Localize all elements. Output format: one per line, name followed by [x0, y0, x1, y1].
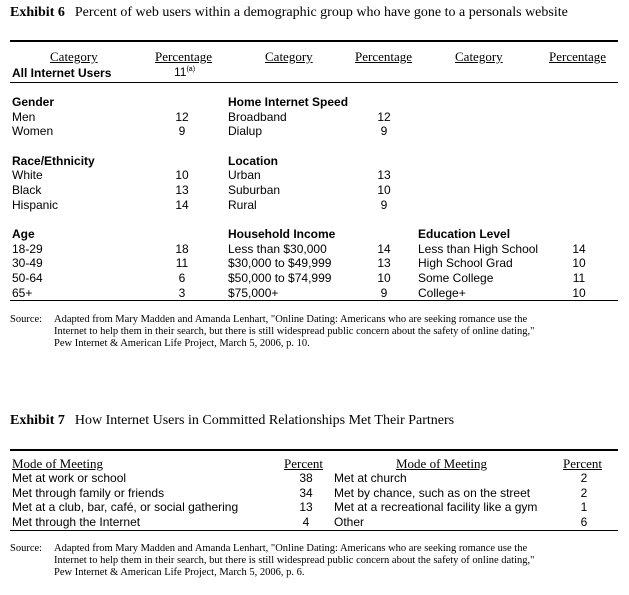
- mode-church-label: Met at church: [334, 471, 407, 485]
- exhibit-6-top-rule: [10, 40, 618, 42]
- education-college-plus-value: 10: [572, 286, 586, 300]
- mode-other-value: 6: [580, 515, 588, 529]
- exhibit-7-title: [10, 413, 454, 429]
- home-speed-dialup-value: 9: [380, 124, 388, 138]
- exhibit-7-title-text: How Internet Users in Committed Relationships Met Their Partners: [74, 413, 455, 428]
- race-white-value: 10: [175, 168, 189, 182]
- mode-church-value: 2: [580, 471, 588, 485]
- education-hs-grad-value: 10: [572, 256, 586, 270]
- mode-work-school-value: 38: [299, 471, 313, 485]
- mode-club-bar-label: Met at a club, bar, café, or social gathering: [12, 500, 239, 514]
- exhibit-6-title: [10, 5, 568, 21]
- race-black-label: Black: [12, 183, 42, 197]
- exhibit-7-bottom-rule: [10, 530, 618, 531]
- education-some-college-label: Some College: [418, 271, 494, 285]
- exhibit-7-source-line-1: Adapted from Mary Madden and Amanda Lenhart, "Online Dating: Americans who are seeking romance use the: [54, 543, 528, 554]
- home-speed-broadband-label: Broadband: [228, 110, 287, 124]
- header-percentage-1: Percentage: [155, 49, 213, 64]
- location-rural-label: Rural: [228, 198, 257, 212]
- mode-work-school-label: Met at work or school: [12, 471, 127, 485]
- header-mode-1: Mode of Meeting: [12, 456, 103, 471]
- mode-internet-value: 4: [302, 515, 310, 529]
- header-percentage-2: Percentage: [355, 49, 413, 64]
- mode-chance-value: 2: [580, 486, 588, 500]
- home-speed-heading: Home Internet Speed: [228, 95, 349, 109]
- home-speed-dialup-label: Dialup: [228, 124, 263, 138]
- all-users-rule: [10, 82, 618, 83]
- all-users-value: 11$^{(a)}$: [174, 65, 196, 79]
- age-50-64-label: 50-64: [12, 271, 43, 285]
- race-black-value: 13: [175, 183, 189, 197]
- exhibit-7-top-rule: [10, 449, 618, 451]
- gender-heading: Gender: [12, 95, 55, 109]
- header-category-3: Category: [455, 49, 503, 64]
- gender-men-value: 12: [175, 110, 189, 124]
- mode-gym-label: Met at a recreational facility like a gym: [334, 500, 538, 514]
- gender-women-label: Women: [12, 124, 54, 138]
- age-50-64-value: 6: [178, 271, 186, 285]
- mode-family-friends-value: 34: [299, 486, 313, 500]
- income-30k-50k-label: $30,000 to $49,999: [228, 256, 332, 270]
- education-hs-grad-label: High School Grad: [418, 256, 513, 270]
- header-percent-2: Percent: [563, 456, 602, 471]
- header-percent-1: Percent: [284, 456, 323, 471]
- exhibit-7-source-line-3: Pew Internet & American Life Project, March 5, 2006, p. 6.: [54, 567, 305, 578]
- exhibit-6-source-label: Source:: [10, 314, 43, 325]
- header-category-1: Category: [50, 49, 98, 64]
- home-speed-broadband-value: 12: [377, 110, 391, 124]
- location-suburban-label: Suburban: [228, 183, 281, 197]
- income-30k-50k-value: 13: [377, 256, 391, 270]
- mode-club-bar-value: 13: [299, 500, 313, 514]
- mode-gym-value: 1: [580, 500, 588, 514]
- header-percentage-3: Percentage: [549, 49, 607, 64]
- header-category-2: Category: [265, 49, 313, 64]
- education-some-college-value: 11: [572, 271, 586, 285]
- race-hispanic-value: 14: [175, 198, 189, 212]
- income-heading: Household Income: [228, 227, 336, 241]
- exhibit-6-source-line-1: Adapted from Mary Madden and Amanda Lenhart, "Online Dating: Americans who are seeking romance use the: [54, 314, 528, 325]
- exhibit-7-label: Exhibit 7: [10, 413, 65, 428]
- exhibit-6-bottom-rule: [10, 300, 618, 301]
- age-heading: Age: [12, 227, 35, 241]
- education-less-hs-value: 14: [572, 242, 586, 256]
- all-users-label: All Internet Users: [12, 66, 112, 80]
- education-heading: Education Level: [418, 227, 511, 241]
- location-heading: Location: [228, 154, 278, 168]
- age-30-49-value: 11: [175, 256, 189, 270]
- mode-family-friends-label: Met through family or friends: [12, 486, 165, 500]
- exhibit-6-source-line-3: Pew Internet & American Life Project, March 5, 2006, p. 10.: [54, 338, 310, 349]
- race-heading: Race/Ethnicity: [12, 154, 95, 168]
- income-under-30k-value: 14: [377, 242, 391, 256]
- education-less-hs-label: Less than High School: [418, 242, 539, 256]
- all-users-note: (a): [186, 66, 196, 73]
- location-rural-value: 9: [380, 198, 388, 212]
- race-hispanic-label: Hispanic: [12, 198, 59, 212]
- gender-men-label: Men: [12, 110, 36, 124]
- income-75k-plus-value: 9: [380, 286, 388, 300]
- age-65-plus-value: 3: [178, 286, 186, 300]
- location-urban-label: Urban: [228, 168, 261, 182]
- race-white-label: White: [12, 168, 43, 182]
- location-suburban-value: 10: [377, 183, 391, 197]
- exhibit-6-source-line-2: Internet to help them in their search, but there is still widespread public concern about the safety of online dating,": [54, 326, 535, 337]
- age-18-29-label: 18-29: [12, 242, 43, 256]
- exhibit-7-source-label: Source:: [10, 543, 43, 554]
- income-under-30k-label: Less than $30,000: [228, 242, 327, 256]
- mode-chance-label: Met by chance, such as on the street: [334, 486, 531, 500]
- exhibit-6-title-text: Percent of web users within a demographic group who have gone to a personals website: [74, 5, 568, 20]
- mode-internet-label: Met through the Internet: [12, 515, 141, 529]
- gender-women-value: 9: [178, 124, 186, 138]
- exhibit-7-source-line-2: Internet to help them in their search, but there is still widespread public concern about the safety of online dating,": [54, 555, 535, 566]
- age-18-29-value: 18: [175, 242, 189, 256]
- age-65-plus-label: 65+: [12, 286, 33, 300]
- location-urban-value: 13: [377, 168, 391, 182]
- header-mode-2: Mode of Meeting: [396, 456, 487, 471]
- education-college-plus-label: College+: [418, 286, 466, 300]
- age-30-49-label: 30-49: [12, 256, 43, 270]
- income-75k-plus-label: $75,000+: [228, 286, 279, 300]
- exhibit-6-label: Exhibit 6: [10, 5, 65, 20]
- mode-other-label: Other: [334, 515, 365, 529]
- income-50k-75k-label: $50,000 to $74,999: [228, 271, 332, 285]
- income-50k-75k-value: 10: [377, 271, 391, 285]
